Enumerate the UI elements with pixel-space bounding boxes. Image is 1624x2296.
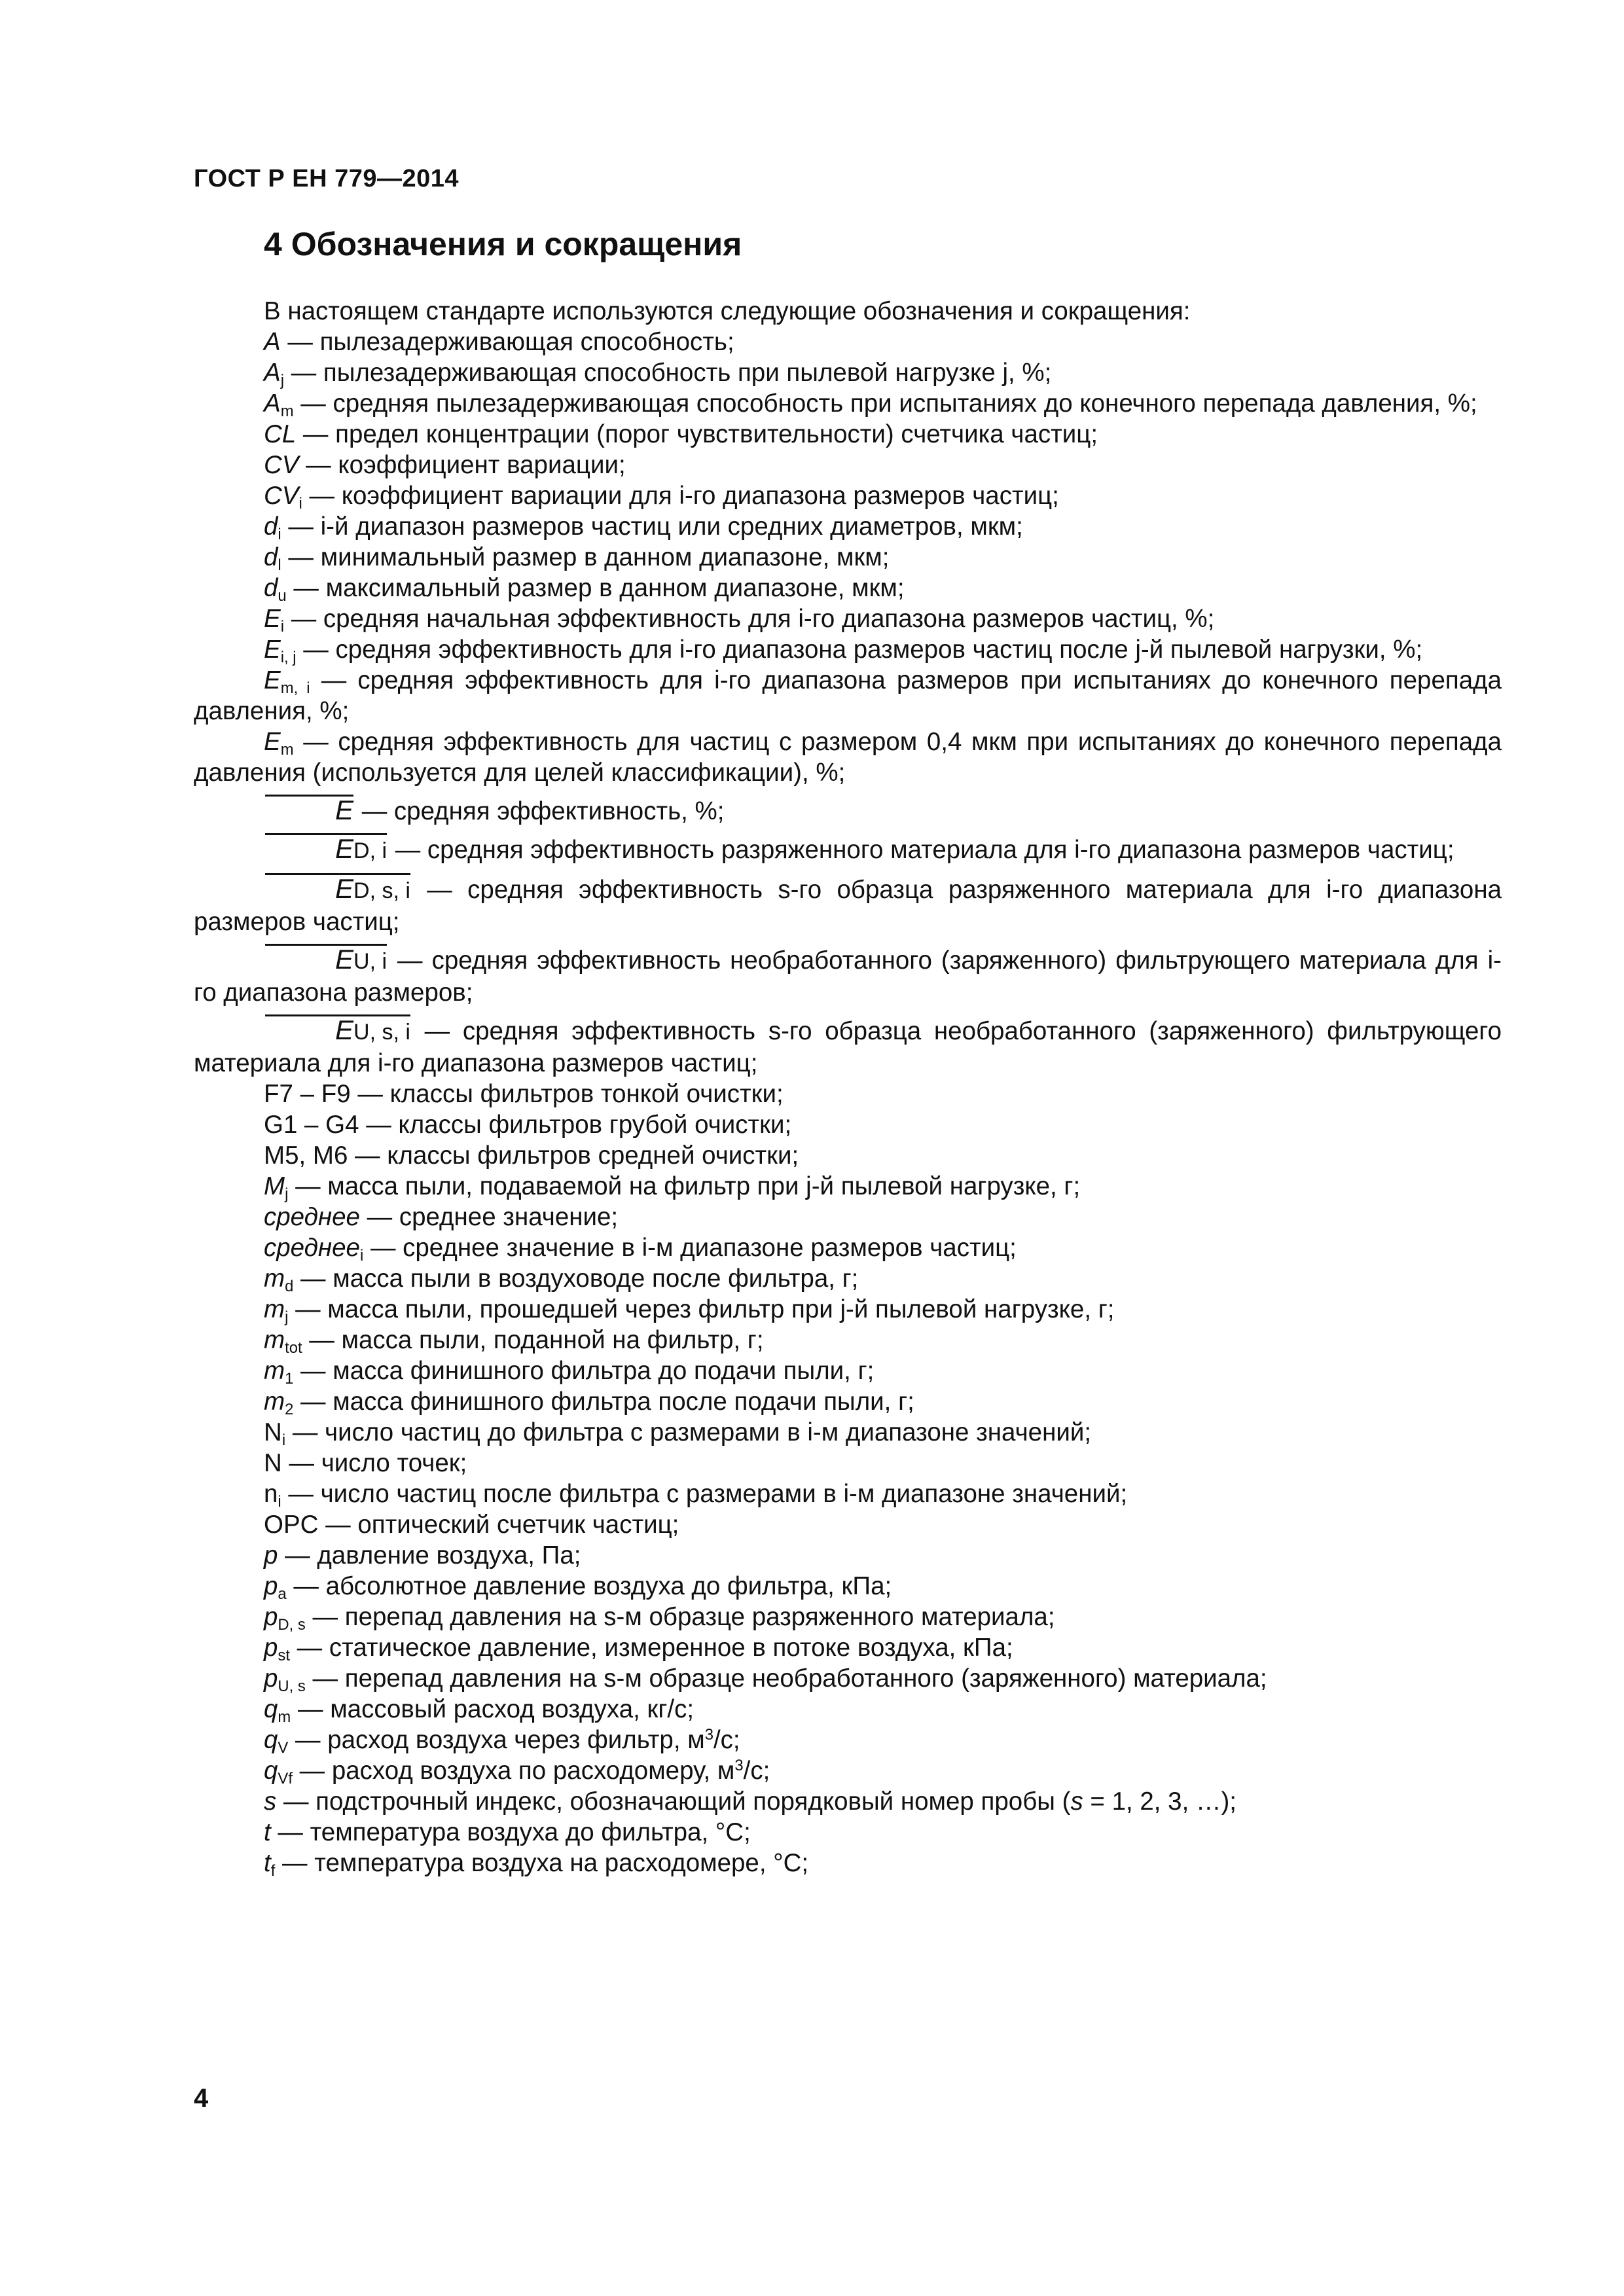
symbol: E: [264, 605, 281, 633]
definition: — минимальный размер в данном диапазоне, мкм;: [281, 543, 890, 571]
overline-symbol: [264, 833, 388, 867]
subscript: U, i: [353, 949, 388, 974]
symbols-list: [194, 296, 1502, 1878]
symbol-entry: [194, 726, 1502, 788]
definition: — перепад давления на s-м образце необработанного (заряженного) материала;: [305, 1664, 1267, 1693]
definition: — подстрочный индекс, обозначающий порядковый номер пробы (: [276, 1787, 1071, 1816]
symbol-entry: [194, 480, 1502, 511]
symbol-entry-overline: [194, 833, 1502, 867]
document-header: ГОСТ Р ЕН 779—2014: [194, 165, 460, 192]
definition: — статическое давление, измеренное в потоке воздуха, кПа;: [289, 1634, 1013, 1662]
definition: — средняя эффективность s-го образца разряженного материала для i-го диапазона размеров частиц;: [194, 876, 1502, 936]
symbol-entry: [194, 1848, 1502, 1878]
subscript: i: [278, 1493, 281, 1511]
symbol-inline: s: [1070, 1787, 1083, 1816]
symbol-entry: [194, 1263, 1502, 1294]
symbol: N: [264, 1449, 282, 1477]
symbol-entry-overline: [194, 795, 1502, 827]
subscript: m: [280, 403, 294, 421]
symbol-entry: [194, 1232, 1502, 1263]
symbol: s: [264, 1787, 277, 1816]
definition: — масса финишного фильтра до подачи пыли, г;: [293, 1357, 875, 1385]
section-title: 4 Обозначения и сокращения: [264, 226, 742, 262]
definition: — средняя эффективность разряженного материала для i-го диапазона размеров частиц;: [388, 836, 1454, 864]
symbol: E: [335, 944, 354, 975]
definition: — расход воздуха по расходомеру, м: [292, 1757, 735, 1785]
definition: — масса финишного фильтра после подачи пыли, г;: [293, 1388, 914, 1416]
symbol: m: [264, 1326, 285, 1354]
symbol-entry: [194, 450, 1502, 480]
definition: — число частиц после фильтра с размерами в i-м диапазоне значений;: [281, 1480, 1128, 1508]
symbol: p: [264, 1603, 278, 1631]
definition: — классы фильтров грубой очистки;: [359, 1111, 792, 1139]
definition: — пылезадерживающая способность при пылевой нагрузке j, %;: [284, 359, 1052, 387]
subscript: i: [280, 618, 284, 636]
overline-symbol: [264, 1014, 412, 1048]
definition: — классы фильтров тонкой очистки;: [350, 1080, 784, 1108]
definition: — средняя начальная эффективность для i-го диапазона размеров частиц, %;: [284, 605, 1215, 633]
definition: — максимальный размер в данном диапазоне, мкм;: [286, 574, 905, 602]
subscript: m, i: [280, 679, 310, 698]
symbol-entry: [194, 1725, 1502, 1755]
subscript: st: [278, 1647, 290, 1665]
subscript: D, i: [353, 838, 388, 863]
definition: — средняя эффективность, %;: [355, 797, 725, 825]
subscript: j: [285, 1308, 289, 1327]
symbol-entry: [194, 357, 1502, 388]
subscript: V: [278, 1739, 289, 1757]
subscript: tot: [285, 1339, 302, 1357]
page-number: 4: [194, 2084, 209, 2113]
definition: — пылезадерживающая способность;: [280, 328, 734, 356]
symbol: CV: [264, 451, 299, 479]
definition: — масса пыли, прошедшей через фильтр при j-й пылевой нагрузке, г;: [288, 1295, 1115, 1323]
subscript: i: [359, 1247, 364, 1265]
subscript: D, s: [278, 1616, 306, 1634]
symbol-entry: [194, 665, 1502, 726]
symbol-entry: [194, 634, 1502, 665]
subscript: l: [278, 556, 281, 575]
symbol: A: [264, 328, 281, 356]
symbol: d: [264, 574, 278, 602]
subscript: D, s, i: [353, 878, 410, 903]
subscript: f: [270, 1862, 276, 1880]
superscript: 3: [734, 1756, 744, 1774]
subscript: u: [278, 587, 287, 605]
definition: — средняя эффективность необработанного (заряженного) фильтрующего материала для i-го диапазона размеров;: [194, 946, 1502, 1007]
symbol-entry: [194, 1202, 1502, 1232]
symbol-entry: [194, 511, 1502, 542]
symbol-entry-overline: [194, 944, 1502, 1008]
symbol: E: [335, 873, 354, 904]
symbol: M: [264, 1172, 285, 1200]
symbol: p: [264, 1572, 278, 1600]
definition: — температура воздуха до фильтра, °C;: [270, 1818, 751, 1846]
symbol: E: [264, 666, 281, 694]
symbol-entry: [194, 542, 1502, 573]
symbol: среднее: [264, 1203, 360, 1231]
subscript: i: [281, 1431, 286, 1450]
class-entry: [194, 1079, 1502, 1109]
definition: — среднее значение в i-м диапазоне размеров частиц;: [363, 1234, 1017, 1262]
subscript: 2: [285, 1401, 294, 1419]
symbol: p: [264, 1634, 278, 1662]
symbol: CL: [264, 420, 297, 448]
subscript: i: [278, 526, 281, 544]
symbol-entry-overline: [194, 873, 1502, 937]
class-label: G1 – G4: [264, 1111, 359, 1139]
symbol: p: [264, 1664, 278, 1693]
subscript: m: [278, 1708, 291, 1727]
class-label: M5, M6: [264, 1141, 348, 1170]
definition: — i-й диапазон размеров частиц или средних диаметров, мкм;: [281, 512, 1023, 541]
definition: — температура воздуха на расходомере, °C;: [275, 1849, 809, 1877]
definition: — расход воздуха через фильтр, м: [288, 1726, 705, 1754]
subscript: i, j: [280, 649, 297, 667]
symbol-entry: [194, 603, 1502, 634]
definition: — оптический счетчик частиц;: [318, 1511, 679, 1539]
definition: — масса пыли в воздуховоде после фильтра, г;: [293, 1265, 859, 1293]
definition: — масса пыли, поданной на фильтр, г;: [302, 1326, 764, 1354]
symbol-entry: [194, 1755, 1502, 1786]
subscript: Vf: [278, 1770, 293, 1788]
symbol: m: [264, 1388, 285, 1416]
symbol-entry: [194, 1817, 1502, 1848]
symbol-entry: [194, 1663, 1502, 1694]
symbol: CV: [264, 482, 299, 510]
definition: — классы фильтров средней очистки;: [348, 1141, 799, 1170]
symbol-entry: [194, 327, 1502, 357]
symbol-entry: [194, 1448, 1502, 1479]
overline-symbol: [264, 944, 388, 977]
subscript: d: [285, 1278, 294, 1296]
class-entry: [194, 1109, 1502, 1140]
class-entry: [194, 1140, 1502, 1171]
subscript: j: [285, 1185, 289, 1204]
symbol: A: [264, 389, 281, 418]
symbol-entry: [194, 1386, 1502, 1417]
definition: — число точек;: [281, 1449, 467, 1477]
definition: — массовый расход воздуха, кг/с;: [291, 1695, 695, 1723]
definition: — средняя эффективность для частиц с размером 0,4 мкм при испытаниях до конечного перепада давления (используется для целей классификации), %;: [194, 728, 1502, 787]
definition-tail: = 1, 2, 3, …);: [1083, 1787, 1236, 1816]
symbol: q: [264, 1695, 278, 1723]
symbol: t: [264, 1818, 271, 1846]
definition-tail: /с;: [713, 1726, 740, 1754]
symbol-entry: [194, 1509, 1502, 1540]
symbol: d: [264, 543, 278, 571]
symbol: N: [264, 1418, 282, 1446]
symbol: E: [335, 795, 354, 825]
symbol: E: [335, 833, 354, 864]
definition: — коэффициент вариации;: [298, 451, 626, 479]
subscript: i: [298, 495, 302, 513]
symbol: t: [264, 1849, 271, 1877]
definition: — коэффициент вариации для i-го диапазона размеров частиц;: [302, 482, 1059, 510]
symbol: m: [264, 1265, 285, 1293]
definition-tail: /с;: [743, 1757, 770, 1785]
symbol: q: [264, 1726, 278, 1754]
definition: — средняя эффективность для i-го диапазона размеров при испытаниях до конечного перепада давления, %;: [194, 666, 1502, 725]
definition: — средняя эффективность для i-го диапазона размеров частиц после j-й пылевой нагрузки, %;: [296, 636, 1423, 664]
symbol: E: [264, 636, 281, 664]
symbol: OPC: [264, 1511, 319, 1539]
subscript: m: [280, 741, 294, 759]
symbol: d: [264, 512, 278, 541]
symbol-entry: [194, 1632, 1502, 1663]
symbol-entry: [194, 388, 1502, 419]
symbol-entry: [194, 1694, 1502, 1725]
symbol: среднее: [264, 1234, 360, 1262]
symbol-entry: [194, 1479, 1502, 1509]
intro-paragraph: В настоящем стандарте используются следующие обозначения и сокращения:: [264, 297, 1191, 325]
subscript: U, s, i: [353, 1020, 410, 1045]
symbol: p: [264, 1541, 278, 1570]
subscript: a: [278, 1585, 287, 1604]
overline-symbol: [264, 873, 412, 906]
symbol-entry: [194, 1355, 1502, 1386]
symbol-entry: [194, 1325, 1502, 1355]
symbol-entry: [194, 573, 1502, 603]
definition: — среднее значение;: [359, 1203, 619, 1231]
symbol: m: [264, 1295, 285, 1323]
definition: — абсолютное давление воздуха до фильтра, кПа;: [286, 1572, 892, 1600]
symbol-entry-overline: [194, 1014, 1502, 1079]
symbol: E: [335, 1014, 354, 1045]
symbol-entry: [194, 1571, 1502, 1602]
definition: — средняя эффективность s-го образца необработанного (заряженного) фильтрующего материала для i-го диапазона размеров частиц;: [194, 1017, 1502, 1077]
symbol: E: [264, 728, 281, 756]
definition: — число частиц до фильтра с размерами в i-м диапазоне значений;: [285, 1418, 1092, 1446]
symbol-entry: [194, 1294, 1502, 1325]
definition: — средняя пылезадерживающая способность при испытаниях до конечного перепада давления, %;: [293, 389, 1477, 418]
definition: — давление воздуха, Па;: [278, 1541, 581, 1570]
overline-symbol: [264, 795, 355, 825]
subscript: 1: [285, 1370, 294, 1388]
symbol-entry: [194, 1171, 1502, 1202]
symbol-entry: [194, 419, 1502, 450]
symbol-entry: [194, 1602, 1502, 1632]
definition: — перепад давления на s-м образце разряженного материала;: [305, 1603, 1055, 1631]
symbol-entry: [194, 1417, 1502, 1448]
definition: — предел концентрации (порог чувствительности) счетчика частиц;: [296, 420, 1098, 448]
superscript: 3: [704, 1725, 713, 1744]
symbol-entry: [194, 1786, 1502, 1817]
subscript: U, s: [278, 1677, 306, 1696]
symbol: n: [264, 1480, 278, 1508]
symbol: A: [264, 359, 281, 387]
class-label: F7 – F9: [264, 1080, 351, 1108]
symbol-entry: [194, 1540, 1502, 1571]
symbol: m: [264, 1357, 285, 1385]
subscript: j: [280, 372, 284, 390]
definition: — масса пыли, подаваемой на фильтр при j-й пылевой нагрузке, г;: [288, 1172, 1081, 1200]
symbol: q: [264, 1757, 278, 1785]
